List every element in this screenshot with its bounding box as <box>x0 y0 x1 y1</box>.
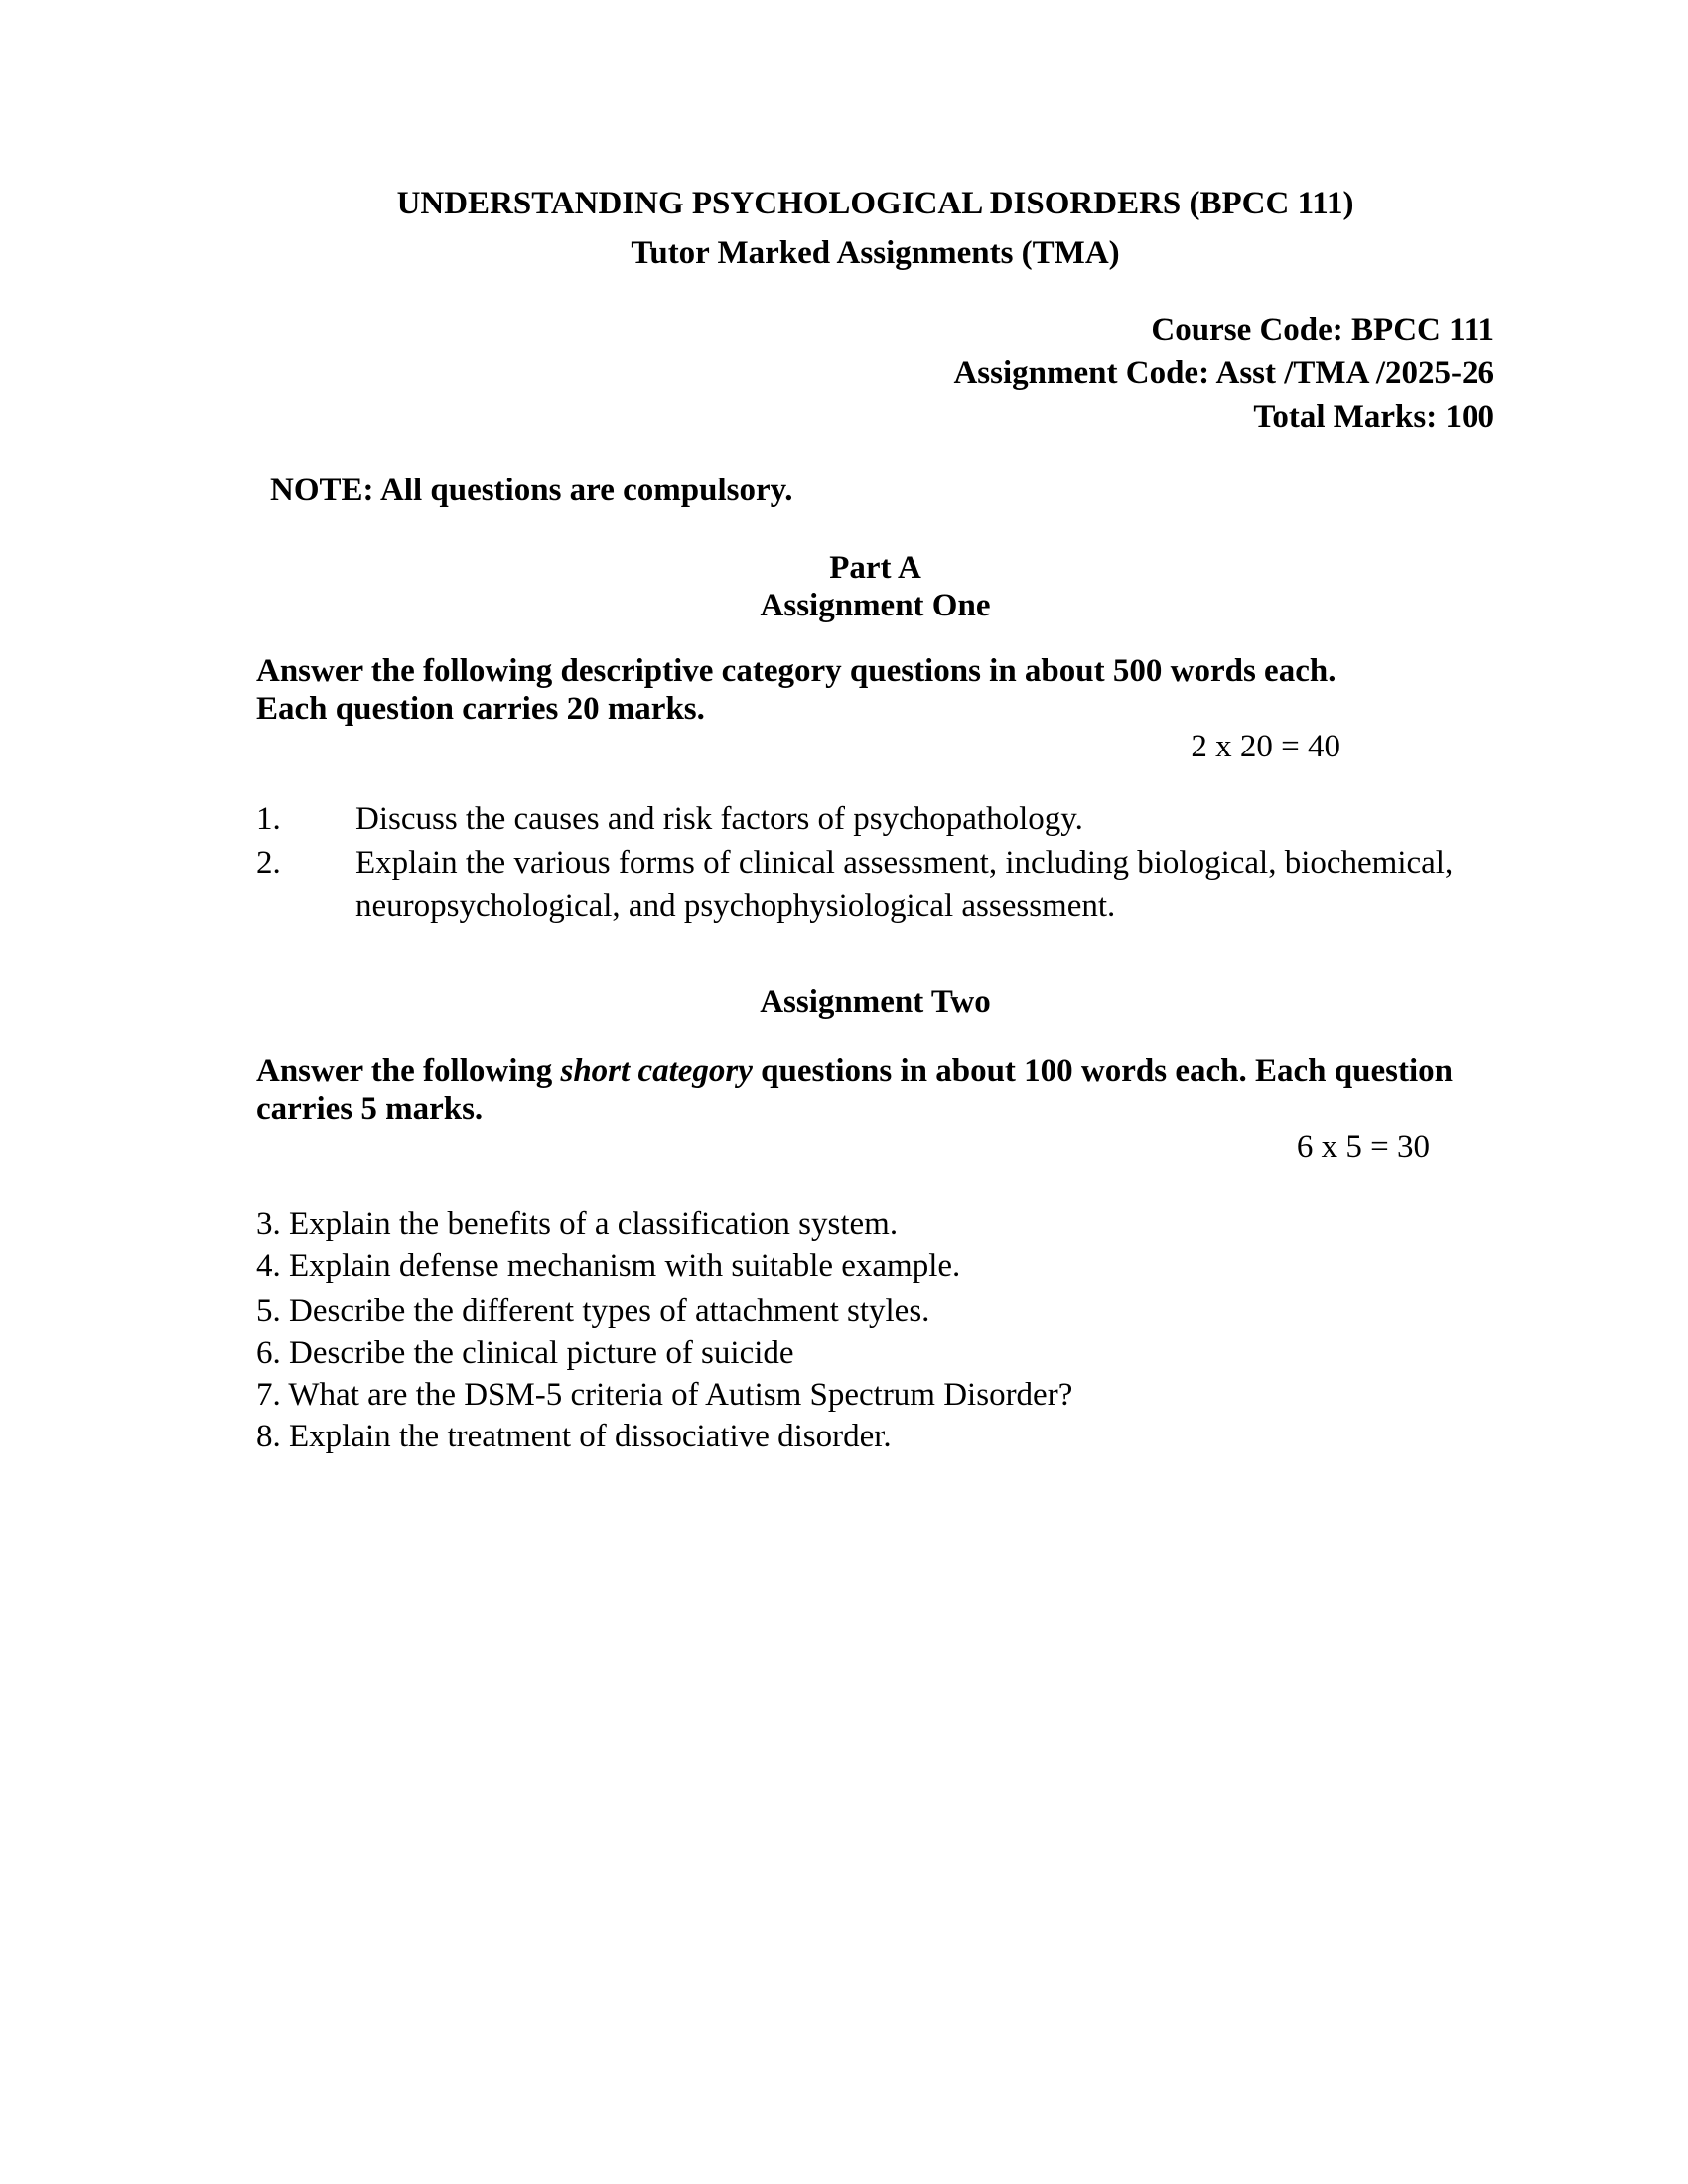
assignment-two-instruction-suffix: questions in about 100 words each. Each question carries 5 marks. <box>256 1053 1453 1127</box>
question-number: 2. <box>256 845 281 881</box>
part-a-question-list <box>256 797 1494 928</box>
part-a-heading-line2: Assignment One <box>760 588 991 623</box>
part-a-heading <box>256 549 1494 624</box>
assignment-code: Assignment Code: Asst /TMA /2025-26 <box>953 355 1494 391</box>
question-item: 7. What are the DSM-5 criteria of Autism Spectrum Disorder? <box>256 1377 1073 1413</box>
course-codes-block <box>256 308 1494 439</box>
question-item: 8. Explain the treatment of dissociative disorder. <box>256 1419 892 1454</box>
note-line: NOTE: All questions are compulsory. <box>270 473 793 508</box>
assignment-two-marks-formula: 6 x 5 = 30 <box>1296 1129 1430 1164</box>
total-marks: Total Marks: 100 <box>1253 399 1494 435</box>
assignment-two-instruction-italic: short category <box>560 1053 753 1089</box>
assignment-two-instruction <box>256 1052 1494 1128</box>
question-item: 6. Describe the clinical picture of suicide <box>256 1335 794 1371</box>
assignment-two-heading: Assignment Two <box>760 984 991 1020</box>
question-item: 3. Explain the benefits of a classification system. <box>256 1206 899 1242</box>
question-item: 5. Describe the different types of attachment styles. <box>256 1294 930 1329</box>
part-a-marks-formula: 2 x 20 = 40 <box>1191 729 1340 764</box>
document-title-line1: UNDERSTANDING PSYCHOLOGICAL DISORDERS (BPCC 111) <box>396 186 1354 221</box>
assignment-document-page <box>256 0 1494 1455</box>
part-a-instruction <box>256 652 1494 728</box>
question-item <box>256 797 1494 841</box>
question-item <box>256 841 1494 928</box>
document-title-block <box>256 179 1494 278</box>
assignment-two-question-list <box>256 1205 1494 1455</box>
document-title-line2: Tutor Marked Assignments (TMA) <box>631 235 1120 271</box>
part-a-heading-line1: Part A <box>829 550 921 586</box>
question-text: Explain the various forms of clinical assessment, including biological, biochemical, neuropsychological, and psychophysiological assessment. <box>355 845 1454 924</box>
part-a-instruction-line2: Each question carries 20 marks. <box>256 691 705 727</box>
part-a-instruction-line1: Answer the following descriptive category questions in about 500 words each. <box>256 653 1336 689</box>
assignment-two-instruction-prefix: Answer the following <box>256 1053 561 1089</box>
question-item: 4. Explain defense mechanism with suitable example. <box>256 1248 961 1284</box>
question-number: 1. <box>256 801 281 837</box>
question-text: Discuss the causes and risk factors of psychopathology. <box>355 801 1083 837</box>
course-code: Course Code: BPCC 111 <box>1151 312 1494 347</box>
